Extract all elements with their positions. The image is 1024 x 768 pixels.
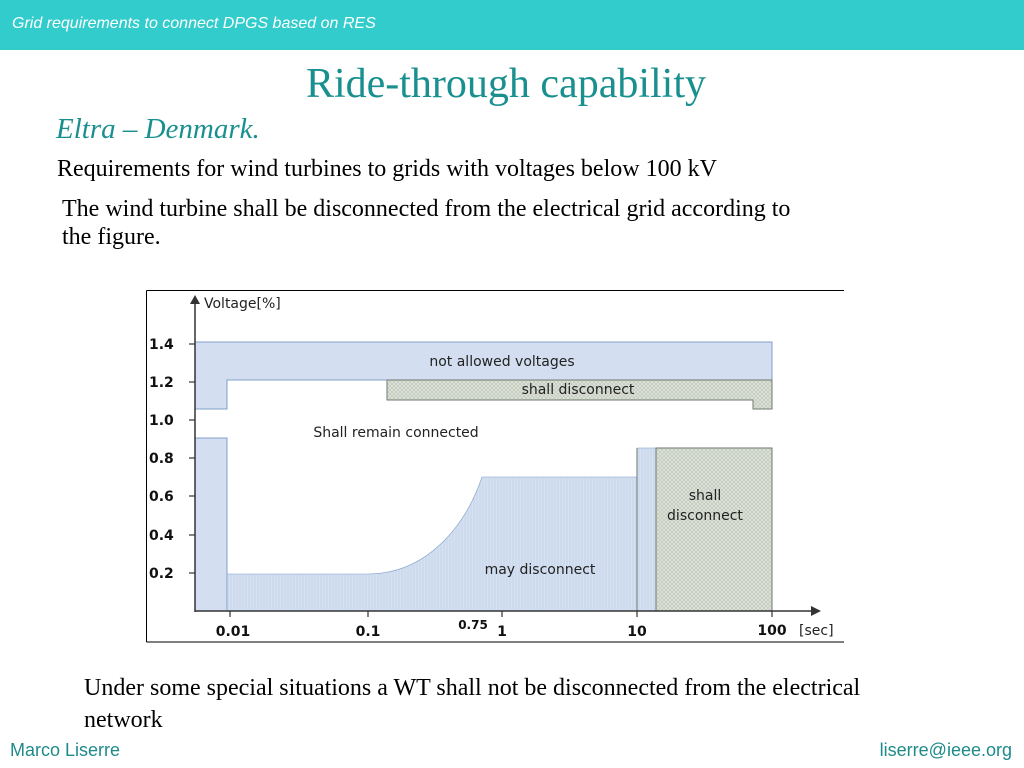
description-text: The wind turbine shall be disconnected from the electrical grid according to the figure. bbox=[62, 196, 791, 250]
y-axis-arrow bbox=[190, 295, 200, 304]
x-tick-label: 100 bbox=[757, 623, 787, 639]
y-tick-label: 1.0 bbox=[149, 413, 174, 429]
requirement-text: Requirements for wind turbines to grids with voltages below 100 kV bbox=[57, 156, 717, 182]
note-text: Under some special situations a WT shall not be disconnected from the electrical network bbox=[84, 675, 861, 733]
y-tick-label: 0.6 bbox=[149, 489, 174, 505]
ride-through-figure bbox=[146, 290, 844, 644]
remain-connected-label: Shall remain connected bbox=[313, 425, 479, 441]
x-tick-label: 0.1 bbox=[355, 624, 381, 640]
y-tick-label: 0.2 bbox=[149, 566, 174, 582]
y-tick-label: 0.4 bbox=[149, 528, 174, 544]
x-axis-unit: [sec] bbox=[799, 623, 834, 639]
y-axis-label: Voltage[%] bbox=[204, 296, 281, 312]
shall-disconnect-lower-label: disconnect bbox=[667, 508, 743, 524]
slide-title: Ride-through capability bbox=[305, 61, 707, 107]
footer-email: liserre@ieee.org bbox=[879, 740, 1012, 760]
x-tick-label: 1 bbox=[497, 624, 507, 640]
footer-author: Marco Liserre bbox=[10, 740, 121, 760]
x-ticks bbox=[230, 611, 772, 617]
low-voltage-initial-region bbox=[195, 438, 227, 611]
header-bar bbox=[0, 0, 1024, 50]
shall-disconnect-lower-label: shall bbox=[688, 488, 722, 504]
y-tick-label: 1.4 bbox=[149, 337, 174, 353]
x-tick-label: 0.75 bbox=[458, 618, 488, 632]
shall-disconnect-lower-region bbox=[656, 448, 772, 611]
x-tick-label: 10 bbox=[627, 624, 647, 640]
slide-subtitle: Eltra – Denmark. bbox=[56, 113, 260, 145]
may-disconnect-label: may disconnect bbox=[484, 562, 596, 578]
x-tick-label: 0.01 bbox=[215, 624, 251, 640]
x-axis-arrow bbox=[811, 606, 821, 616]
y-tick-label: 1.2 bbox=[149, 375, 174, 391]
y-tick-label: 0.8 bbox=[149, 451, 174, 467]
ride-through-diagram bbox=[146, 290, 844, 644]
y-ticks bbox=[189, 344, 195, 573]
header-title: Grid requirements to connect DPGS based on RES bbox=[12, 15, 376, 32]
may-disconnect-region bbox=[227, 448, 656, 611]
shall-disconnect-upper-label: shall disconnect bbox=[521, 382, 635, 398]
not-allowed-label: not allowed voltages bbox=[429, 354, 575, 370]
